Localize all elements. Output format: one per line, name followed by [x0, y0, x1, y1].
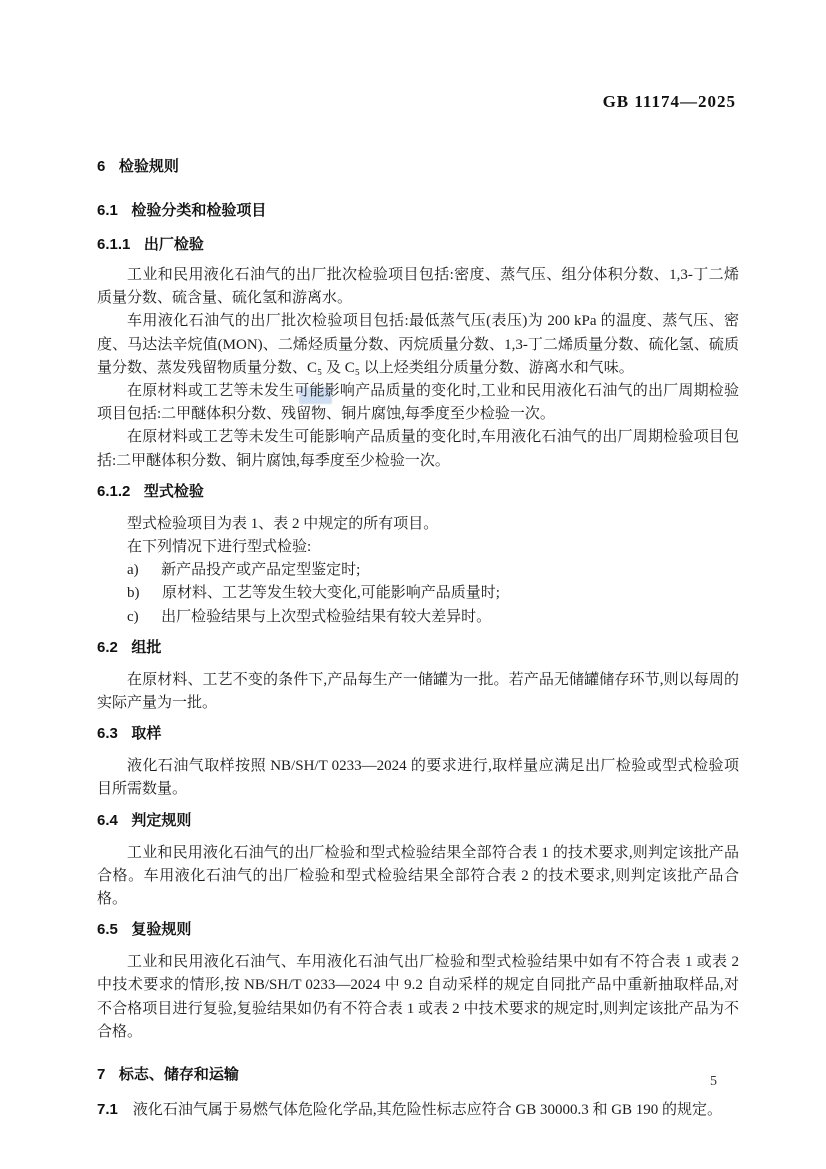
page-number: 5	[710, 1074, 717, 1089]
paragraph: 在原材料或工艺等未发生可能影响产品质量的变化时,工业和民用液化石油气的出厂周期检验项目包括:二甲醚体积分数、残留物、铜片腐蚀,每季度至少检验一次。	[97, 383, 739, 423]
section-6-title: 检验规则	[118, 158, 179, 175]
list-item-b-label: b)	[127, 585, 140, 602]
section-6-1-1-number: 6.1.1	[97, 236, 131, 253]
clause-7-1-number: 7.1	[97, 1101, 118, 1119]
section-6-3-title: 取样	[131, 725, 162, 743]
section-6-1-title: 检验分类和检验项目	[131, 202, 267, 219]
section-6-1-1-title: 出厂检验	[143, 236, 204, 253]
paragraph: 工业和民用液化石油气的出厂检验和型式检验结果全部符合表 1 的技术要求,则判定该批产品合格。车用液化石油气的出厂检验和型式检验结果全部符合表 2 的技术要求,则判定该批产品合格。	[97, 844, 739, 908]
paragraph: 车用液化石油气的出厂批次检验项目包括:最低蒸气压(表压)为 200 kPa 的温度、蒸气压、密度、马达法辛烷值(MON)、二烯烃质量分数、丙烷质量分数、1,3-丁二烯质量分数、硫化氢、硫质量分数、蒸发残留物质量分数、C₅ 及 C₅ 以上烃类组分质量分数、游离水和气味。	[97, 313, 739, 376]
clause-7-1	[97, 1098, 739, 1122]
paragraph: 在原材料、工艺不变的条件下,产品每生产一储罐为一批。若产品无储罐储存环节,则以每周的实际产量为一批。	[97, 671, 739, 712]
section-6-1-2-title: 型式检验	[143, 482, 204, 500]
section-6-5-title: 复验规则	[131, 921, 192, 939]
section-6-1-1-heading	[97, 236, 739, 254]
list-item-c-label: c)	[127, 608, 139, 625]
section-6-5-number: 6.5	[97, 921, 118, 939]
list-item-a	[97, 559, 739, 582]
paragraph: 工业和民用液化石油气的出厂批次检验项目包括:密度、蒸气压、组分体积分数、1,3-丁二烯质量分数、硫含量、硫化氢和游离水。	[97, 267, 739, 307]
paragraph: 工业和民用液化石油气、车用液化石油气出厂检验和型式检验结果中如有不符合表 1 或表 2 中技术要求的情形,按 NB/SH/T 0233—2024 中 9.2 自动采样的规定自同批产品中重新抽取样品,对不合格项目进行复验,复验结果如仍有不符合表 1 或表 2 中技术要求的规定时,则判定该批产品为不合格。	[97, 954, 739, 1040]
section-6-2-number: 6.2	[97, 638, 118, 656]
list-item-c	[97, 606, 739, 629]
section-6-2-heading	[97, 639, 739, 657]
paragraph: 在下列情况下进行型式检验:	[127, 539, 312, 556]
section-6-heading	[97, 158, 739, 176]
section-6-4-title: 判定规则	[131, 811, 192, 829]
section-7-heading	[97, 1066, 739, 1084]
section-6-1-heading	[97, 202, 739, 220]
clause-7-1-text: 液化石油气属于易燃气体危险化学品,其危险性标志应符合 GB 30000.3 和 GB 190 的规定。	[132, 1102, 723, 1119]
section-6-1-2-number: 6.1.2	[97, 482, 131, 500]
section-6-3-number: 6.3	[97, 725, 118, 743]
section-6-1-2-heading	[97, 483, 739, 501]
list-item-c-text: 出厂检验结果与上次型式检验结果有较大差异时。	[161, 608, 492, 625]
paragraph: 在原材料或工艺等未发生可能影响产品质量的变化时,车用液化石油气的出厂周期检验项目包括:二甲醚体积分数、铜片腐蚀,每季度至少检验一次。	[97, 429, 739, 469]
section-6-3-heading	[97, 725, 739, 743]
section-6-4-heading	[97, 812, 739, 830]
section-7-number: 7	[97, 1066, 106, 1084]
section-6-5-heading	[97, 921, 739, 939]
section-6-1-number: 6.1	[97, 202, 118, 219]
standard-number: GB 11174—2025	[602, 92, 736, 111]
list-item-a-text: 新产品投产或产品定型鉴定时;	[161, 562, 361, 579]
document-body	[97, 158, 739, 1122]
list-item-b-text: 原材料、工艺等发生较大变化,可能影响产品质量时;	[162, 585, 500, 602]
paragraph: 液化石油气取样按照 NB/SH/T 0233—2024 的要求进行,取样量应满足出厂检验或型式检验项目所需数量。	[97, 758, 739, 798]
section-6-4-number: 6.4	[97, 811, 118, 829]
paragraph: 型式检验项目为表 1、表 2 中规定的所有项目。	[127, 515, 439, 532]
section-6-2-title: 组批	[131, 638, 162, 656]
list-item-b	[97, 582, 739, 605]
section-7-title: 标志、储存和运输	[118, 1066, 239, 1084]
section-6-number: 6	[97, 158, 106, 175]
list-item-a-label: a)	[127, 562, 139, 579]
